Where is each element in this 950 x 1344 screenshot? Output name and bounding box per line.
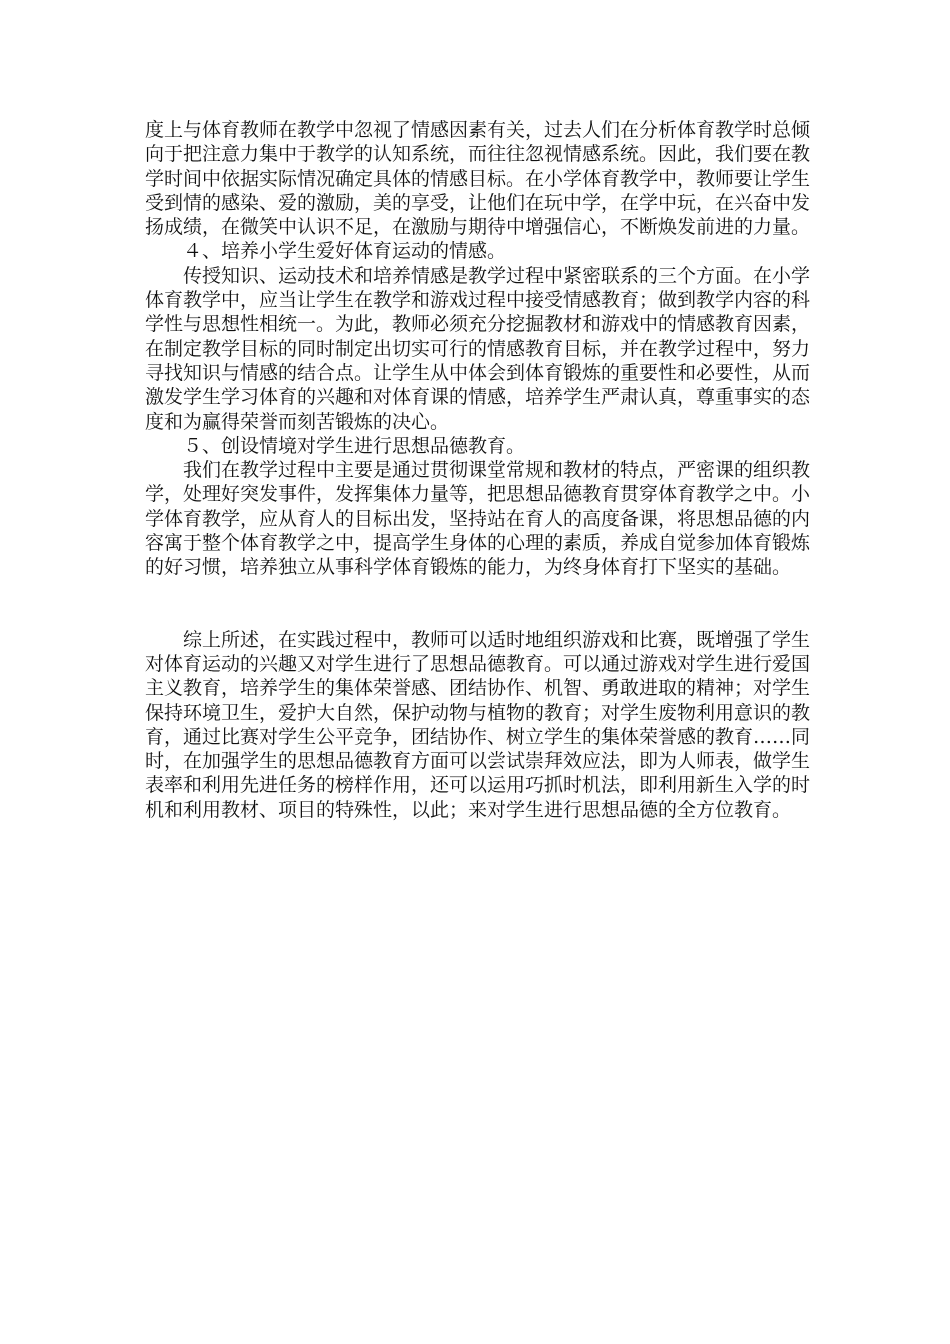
paragraph-continuation: 度上与体育教师在教学中忽视了情感因素有关，过去人们在分析体育教学时总倾向于把注意力集中于教学的认知系统，而往往忽视情感系统。因此，我们要在教学时间中依据实际情况确定具体的情感目标。在小学体育教学中，教师要让学生受到情的感染、爱的激励，美的享受，让他们在玩中学，在学中玩，在兴奋中发扬成绩，在微笑中认识不足，在激励与期待中增强信心，不断焕发前进的力量。 xyxy=(145,119,811,239)
paragraph-section-5: 我们在教学过程中主要是通过贯彻课堂常规和教材的特点，严密课的组织教学，处理好突发事件，发挥集体力量等，把思想品德教育贯穿体育教学之中。小学体育教学，应从育人的目标出发，坚持站在育人的高度备课，将思想品德的内容寓于整个体育教学之中，提高学生身体的心理的素质，养成自觉参加体育锻炼的好习惯，培养独立从事科学体育锻炼的能力，为终身体育打下坚实的基础。 xyxy=(145,459,811,579)
document-body xyxy=(145,118,810,822)
paragraph-spacer xyxy=(145,580,810,628)
paragraph-section-4: 传授知识、运动技术和培养情感是教学过程中紧密联系的三个方面。在小学体育教学中，应当让学生在教学和游戏过程中接受情感教育；做到教学内容的科学性与思想性相统一。为此，教师必须充分挖掘教材和游戏中的情感教育因素，在制定教学目标的同时制定出切实可行的情感教育目标，并在教学过程中，努力寻找知识与情感的结合点。让学生从中体会到体育锻炼的重要性和必要性，从而激发学生学习体育的兴趣和对体育课的情感，培养学生严肃认真，尊重事实的态度和为赢得荣誉而刻苦锻炼的决心。 xyxy=(145,264,811,433)
section-heading-5: ５、创设情境对学生进行思想品德教育。 xyxy=(183,434,526,457)
section-heading-4: ４、培养小学生爱好体育运动的情感。 xyxy=(183,240,507,263)
paragraph-conclusion: 综上所述，在实践过程中，教师可以适时地组织游戏和比赛，既增强了学生对体育运动的兴趣又对学生进行了思想品德教育。可以通过游戏对学生进行爱国主义教育，培养学生的集体荣誉感、团结协作、机智、勇敢进取的精神；对学生保持环境卫生，爱护大自然，保护动物与植物的教育；对学生废物利用意识的教育，通过比赛对学生公平竞争，团结协作、树立学生的集体荣誉感的教育……同时，在加强学生的思想品德教育方面可以尝试崇拜效应法，即为人师表，做学生表率和利用先进任务的榜样作用，还可以运用巧抓时机法，即利用新生入学的时机和利用教材、项目的特殊性，以此；来对学生进行思想品德的全方位教育。 xyxy=(145,628,811,821)
